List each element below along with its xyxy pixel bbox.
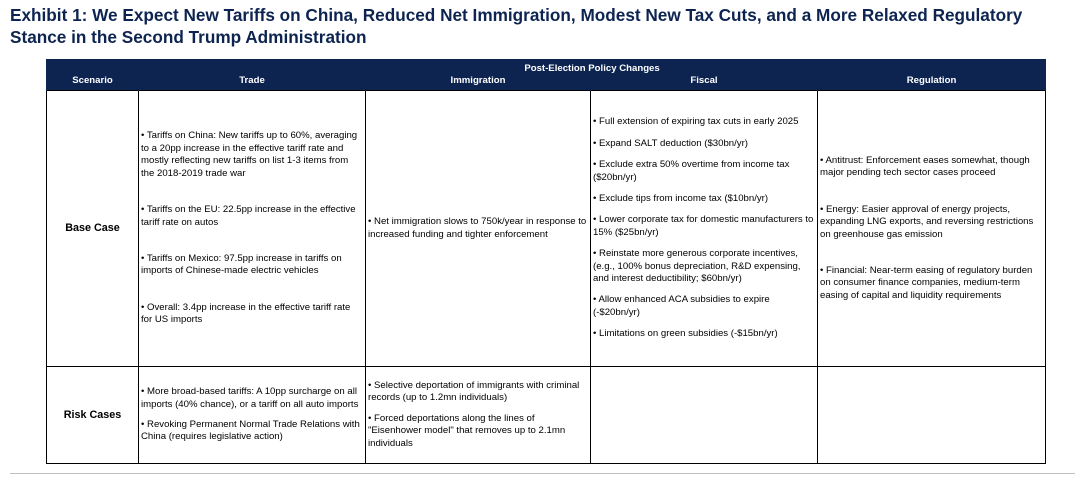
col-header-immigration: Immigration — [366, 75, 591, 91]
policy-table — [46, 59, 1046, 464]
group-header: Post-Election Policy Changes — [139, 59, 1046, 75]
regulation-item: • Financial: Near-term easing of regulatory burden on consumer finance companies, medium-term easing of capital and liquidity requirements — [820, 264, 1033, 301]
immigration-item: • Forced deportations along the lines of "Eisenhower model" that removes up to 2.1mn individuals — [368, 412, 566, 449]
fiscal-item: • Reinstate more generous corporate incentives, (e.g., 100% bonus depreciation, R&D expensing, and interest deductibility; $60bn/yr) — [593, 248, 801, 285]
immigration-cell — [366, 91, 591, 367]
regulation-cell — [818, 91, 1046, 367]
immigration-item: • Net immigration slows to 750k/year in response to increased funding and tighter enforcement — [368, 216, 587, 240]
fiscal-cell — [591, 367, 818, 464]
fiscal-cell — [591, 91, 818, 367]
trade-item: • More broad-based tariffs: A 10pp surcharge on all imports (40% chance), or a tariff on all auto imports — [141, 386, 359, 410]
header-spacer — [47, 59, 139, 75]
scenario-cell: Risk Cases — [47, 367, 139, 464]
table-row-risk-cases — [47, 367, 1046, 464]
exhibit-title: Exhibit 1: We Expect New Tariffs on China, Reduced Net Immigration, Modest New Tax Cuts, and a More Relaxed Regulatory Stance in the Second Trump Administration — [10, 5, 1023, 47]
fiscal-item: • Exclude tips from income tax ($10bn/yr) — [593, 192, 769, 204]
regulation-item: • Energy: Easier approval of energy projects, expanding LNG exports, and reversing restrictions on greenhouse gas emission — [820, 203, 1034, 240]
regulation-cell — [818, 367, 1046, 464]
trade-item: • Tariffs on Mexico: 97.5pp increase in tariffs on imports of Chinese-made electric vehicles — [141, 252, 342, 277]
regulation-item: • Antitrust: Enforcement eases somewhat, though major pending tech sector cases proceed — [820, 154, 1030, 179]
trade-item: • Tariffs on the EU: 22.5pp increase in the effective tariff rate on autos — [141, 204, 356, 228]
trade-cell — [139, 367, 366, 464]
fiscal-item: • Expand SALT deduction ($30bn/yr) — [593, 137, 748, 149]
col-header-regulation: Regulation — [818, 75, 1046, 91]
fiscal-item: • Allow enhanced ACA subsidies to expire (-$20bn/yr) — [593, 294, 770, 318]
fiscal-item: • Limitations on green subsidies (-$15bn/yr) — [593, 328, 778, 340]
immigration-cell — [366, 367, 591, 464]
col-header-trade: Trade — [139, 75, 366, 91]
trade-item: • Revoking Permanent Normal Trade Relations with China (requires legislative action) — [141, 419, 360, 443]
fiscal-item: • Full extension of expiring tax cuts in early 2025 — [593, 116, 799, 128]
col-header-fiscal: Fiscal — [591, 75, 818, 91]
fiscal-item: • Lower corporate tax for domestic manufacturers to 15% ($25bn/yr) — [593, 214, 814, 238]
bottom-divider — [10, 473, 1075, 474]
immigration-item: • Selective deportation of immigrants with criminal records (up to 1.2mn individuals) — [368, 379, 580, 404]
scenario-cell: Base Case — [47, 91, 139, 367]
trade-item: • Overall: 3.4pp increase in the effective tariff rate for US imports — [141, 301, 351, 326]
col-header-scenario: Scenario — [47, 75, 139, 91]
trade-item: • Tariffs on China: New tariffs up to 60%, averaging to a 20pp increase in the effective tariff rate and mostly reflecting new tariffs on list 1-3 items from the 2018-2019 trade war — [141, 130, 358, 179]
fiscal-item: • Exclude extra 50% overtime from income tax ($20bn/yr) — [593, 159, 790, 183]
trade-cell — [139, 91, 366, 367]
table-row-base-case — [47, 91, 1046, 367]
